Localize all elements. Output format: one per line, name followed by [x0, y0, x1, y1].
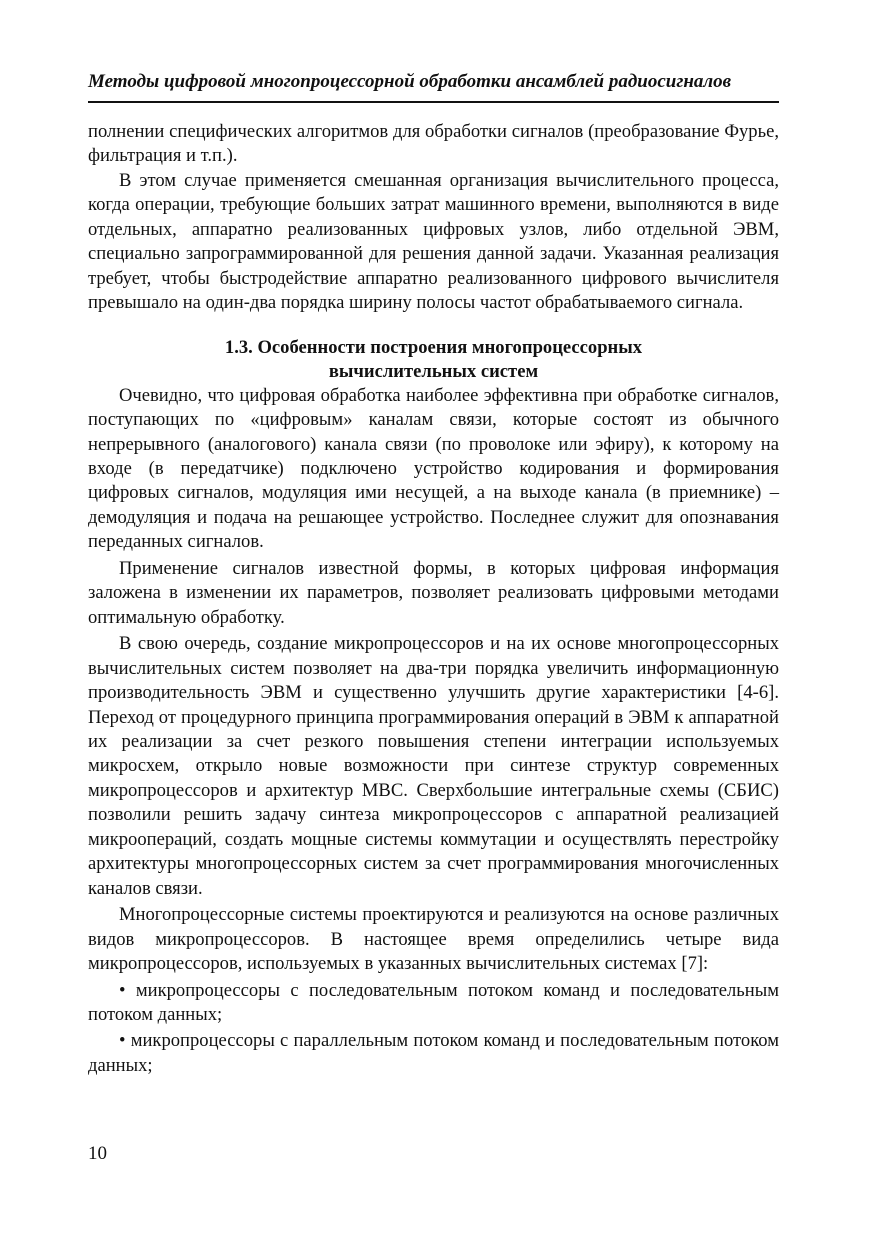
section-title-line-1: 1.3. Особенности построения многопроцессорных	[224, 336, 643, 358]
page-body	[88, 120, 779, 1078]
list-item: • микропроцессоры с последовательным потоком команд и последовательным потоком данных;	[88, 979, 779, 1025]
paragraph-multiprocessor-systems: Многопроцессорные системы проектируются и реализуются на основе различных видов микропроцессоров. В настоящее время определились четыре вида микропроцессоров, используемых в указанных вычислительных системах [7]:	[88, 904, 779, 975]
page-number: 10	[88, 1143, 107, 1164]
paragraph-known-signals: Применение сигналов известной формы, в которых цифровая информация заложена в изменении их параметров, позволяет реализовать цифровыми методами оптимальную обработку.	[88, 557, 779, 628]
running-header: Методы цифровой многопроцессорной обработки ансамблей радиосигналов	[88, 71, 732, 92]
list-item: • микропроцессоры с параллельным потоком команд и последовательным потоком данных;	[88, 1030, 779, 1076]
paragraph-continuation: полнении специфических алгоритмов для обработки сигналов (преобразование Фурье, фильтрация и т.п.).	[88, 121, 779, 167]
paragraph-mixed-organization: В этом случае применяется смешанная организация вычислительного процесса, когда операции, требующие больших затрат машинного времени, выполняются в виде отдельных, аппаратно реализованных цифровых узлов, либо отдельной ЭВМ, специально запрограммированной для решения данной задачи. Указанная реализация требует, чтобы быстродействие аппаратно реализованного цифрового вычислителя превышало на один-два порядка ширину полосы частот обрабатываемого сигнала.	[88, 169, 779, 314]
section-title	[88, 336, 779, 384]
paragraph-digital-channels: Очевидно, что цифровая обработка наиболее эффективна при обработке сигналов, поступающих по «цифровым» каналам связи, которые состоят из обычного непрерывного (аналогового) канала связи (по проволоке или эфиру), к которому на входе (в передатчике) подключено устройство кодирования и формирования цифровых сигналов, модуляция ими несущей, а на выходе канала (в приемнике) – демодуляция и подача на решающее устройство. Последнее служит для опознавания переданных сигналов.	[88, 384, 779, 553]
paragraph-microprocessors: В свою очередь, создание микропроцессоров и на их основе многопроцессорных вычислительных систем позволяет на два-три порядка увеличить информационную производительность ЭВМ и существенно улучшить другие характеристики [4-6]. Переход от процедурного принципа программирования операций в ЭВМ к аппаратной их реализации за счет резкого повышения степени интеграции используемых микросхем, открыло новые возможности при синтезе структур современных микропроцессоров и архитектур МВС. Сверхбольшие интегральные схемы (СБИС) позволили решить задачу синтеза микропроцессоров с аппаратной реализацией микроопераций, создать мощные системы коммутации и осуществлять перестройку архитектуры многопроцессорных систем за счет программирования многочисленных каналов связи.	[88, 633, 779, 899]
section-title-line-2: вычислительных систем	[328, 360, 539, 382]
header-rule	[88, 101, 779, 103]
